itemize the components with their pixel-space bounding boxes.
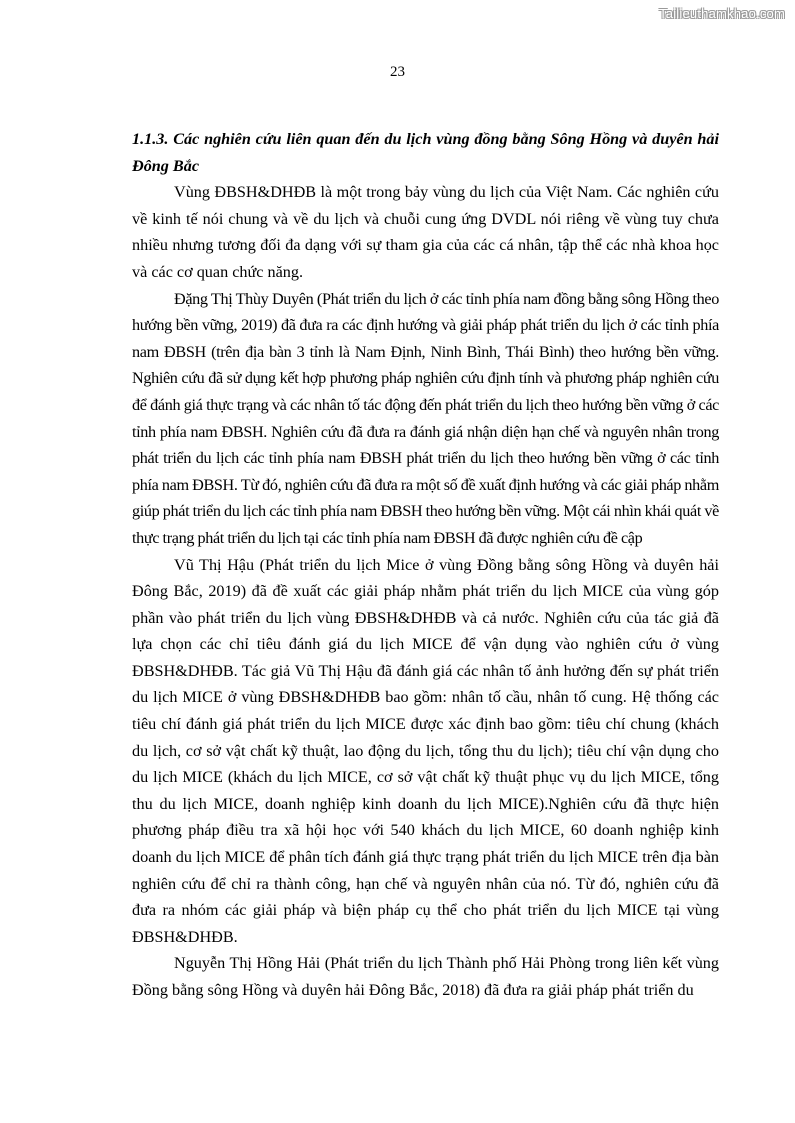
- paragraph-vu-thi-hau: Vũ Thị Hậu (Phát triển du lịch Mice ở vùng Đồng bằng sông Hồng và duyên hải Đông Bắc, 2019) đã đề xuất các giải pháp nhằm phát triển du lịch MICE của vùng góp phần vào phát triển du lịch vùng ĐBSH&DHĐB và cả nước. Nghiên cứu của tác giả đã lựa chọn các chỉ tiêu đánh giá du lịch MICE để vận dụng vào nghiên cứu ở vùng ĐBSH&DHĐB. Tác giả Vũ Thị Hậu đã đánh giá các nhân tố ảnh hưởng đến sự phát triển du lịch MICE ở vùng ĐBSH&DHĐB bao gồm: nhân tố cầu, nhân tố cung. Hệ thống các tiêu chí đánh giá phát triển du lịch MICE được xác định bao gồm: tiêu chí chung (khách du lịch, cơ sở vật chất kỹ thuật, lao động du lịch, tổng thu du lịch); tiêu chí vận dụng cho du lịch MICE (khách du lịch MICE, cơ sở vật chất kỹ thuật phục vụ du lịch MICE, tổng thu du lịch MICE, doanh nghiệp kinh doanh du lịch MICE).Nghiên cứu đã thực hiện phương pháp điều tra xã hội học với 540 khách du lịch MICE, 60 doanh nghiệp kinh doanh du lịch MICE để phân tích đánh giá thực trạng phát triển du lịch MICE trên địa bàn nghiên cứu để chỉ ra thành công, hạn chế và nguyên nhân của nó. Từ đó, nghiên cứu đã đưa ra nhóm các giải pháp và biện pháp cụ thể cho phát triển du lịch MICE tại vùng ĐBSH&DHĐB.: [132, 555, 719, 946]
- section-heading: 1.1.3. Các nghiên cứu liên quan đến du lịch vùng đồng bằng Sông Hồng và duyên hải Đông Bắc: [132, 130, 719, 175]
- page-number: 23: [390, 64, 405, 80]
- paragraph-dang-thi-thuy-duyen: Đặng Thị Thùy Duyên (Phát triển du lịch ở các tỉnh phía nam đồng bằng sông Hồng theo hướng bền vững, 2019) đã đưa ra các định hướng và giải pháp phát triển du lịch ở các tỉnh phía nam ĐBSH (trên địa bàn 3 tỉnh là Nam Định, Ninh Bình, Thái Bình) theo hướng bền vững. Nghiên cứu đã sử dụng kết hợp phương pháp nghiên cứu định tính và phương pháp nghiên cứu để đánh giá thực trạng và các nhân tố tác động đến phát triển du lịch theo hướng bền vững ở các tỉnh phía nam ĐBSH. Nghiên cứu đã đưa ra đánh giá nhận diện hạn chế và nguyên nhân trong phát triển du lịch các tỉnh phía nam ĐBSH phát triển du lịch theo hướng bền vững ở các tỉnh phía nam ĐBSH. Từ đó, nghiên cứu đã đưa ra một số đề xuất định hướng và các giải pháp nhằm giúp phát triển du lịch các tỉnh phía nam ĐBSH theo hướng bền vững. Một cái nhìn khái quát về thực trạng phát triển du lịch tại các tỉnh phía nam ĐBSH đã được nghiên cứu đề cập: [132, 289, 719, 547]
- paragraph-nguyen-thi-hong-hai: Nguyễn Thị Hồng Hải (Phát triển du lịch Thành phố Hải Phòng trong liên kết vùng Đồng bằng sông Hồng và duyên hải Đông Bắc, 2018) đã đưa ra giải pháp phát triển du: [132, 954, 719, 999]
- paragraph-region-overview: Vùng ĐBSH&DHĐB là một trong bảy vùng du lịch của Việt Nam. Các nghiên cứu về kinh tế nói chung và về du lịch và chuỗi cung ứng DVDL nói riêng về vùng tuy chưa nhiều nhưng tương đối đa dạng với sự tham gia của các cá nhân, tập thể các nhà khoa học và các cơ quan chức năng.: [132, 183, 719, 281]
- document-body: [132, 126, 719, 1004]
- watermark-text: Tailieuthamkhao.com: [659, 6, 785, 21]
